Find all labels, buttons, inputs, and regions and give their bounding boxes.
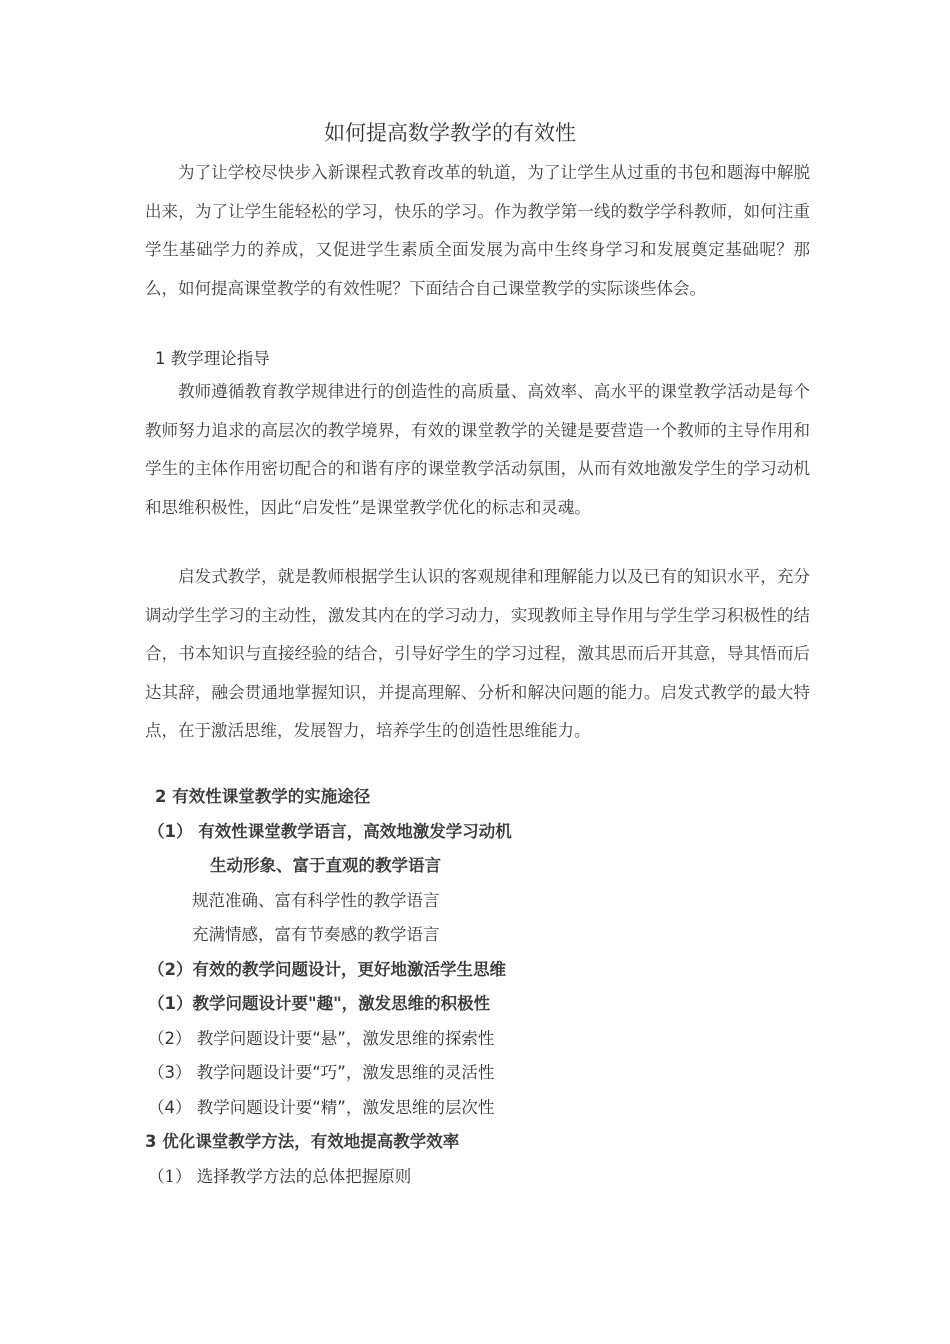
section2-sub1-item-1: 生动形象、富于直观的教学语言 (210, 856, 441, 875)
section1-heading: 1 教学理论指导 (155, 349, 270, 368)
section2-sub1-heading: （1） 有效性课堂教学语言，高效地激发学习动机 (148, 822, 512, 841)
section2-sub2-item-1: （1）教学问题设计要"趣"，激发思维的积极性 (148, 994, 491, 1013)
section2-sub1-item-2: 规范准确、富有科学性的教学语言 (192, 891, 440, 910)
section1-paragraph-1: 教师遵循教育教学规律进行的创造性的高质量、高效率、高水平的课堂教学活动是每个教师努力追求的高层次的教学境界，有效的课堂教学的关键是要营造一个教师的主导作用和学生的主体作用密切配合的和谐有序的课堂教学活动氛围，从而有效地激发学生的学习动机和思维积极性，因此“启发性”是课堂教学优化的标志和灵魂。 (145, 382, 810, 517)
section1-paragraph-2: 启发式教学，就是教师根据学生认识的客观规律和理解能力以及已有的知识水平，充分调动学生学习的主动性，激发其内在的学习动力，实现教师主导作用与学生学习积极性的结合，书本知识与直接经验的结合，引导好学生的学习过程，激其思而后开其意，导其悟而后达其辞，融会贯通地掌握知识，并提高理解、分析和解决问题的能力。启发式教学的最大特点，在于激活思维，发展智力，培养学生的创造性思维能力。 (145, 567, 810, 740)
section3-heading: 3 优化课堂教学方法，有效地提高教学效率 (145, 1132, 460, 1151)
section2-sub2-item-2: （2） 教学问题设计要“悬”，激发思维的探索性 (148, 1029, 495, 1048)
section2-sub2-item-3: （3） 教学问题设计要“巧”，激发思维的灵活性 (148, 1063, 495, 1082)
section3-sub1-heading: （1） 选择教学方法的总体把握原则 (148, 1167, 412, 1186)
section2-sub2-heading: （2）有效的教学问题设计，更好地激活学生思维 (148, 960, 506, 979)
document-title: 如何提高数学教学的有效性 (324, 121, 576, 145)
section2-heading: 2 有效性课堂教学的实施途径 (155, 787, 371, 806)
intro-paragraph: 为了让学校尽快步入新课程式教育改革的轨道，为了让学生从过重的书包和题海中解脱出来，为了让学生能轻松的学习，快乐的学习。作为教学第一线的数学学科教师，如何注重学生基础学力的养成，又促进学生素质全面发展为高中生终身学习和发展奠定基础呢？那么，如何提高课堂教学的有效性呢？下面结合自己课堂教学的实际谈些体会。 (145, 163, 810, 298)
section2-sub1-item-3: 充满情感，富有节奏感的教学语言 (192, 925, 440, 944)
section2-sub2-item-4: （4） 教学问题设计要“精”，激发思维的层次性 (148, 1098, 495, 1117)
